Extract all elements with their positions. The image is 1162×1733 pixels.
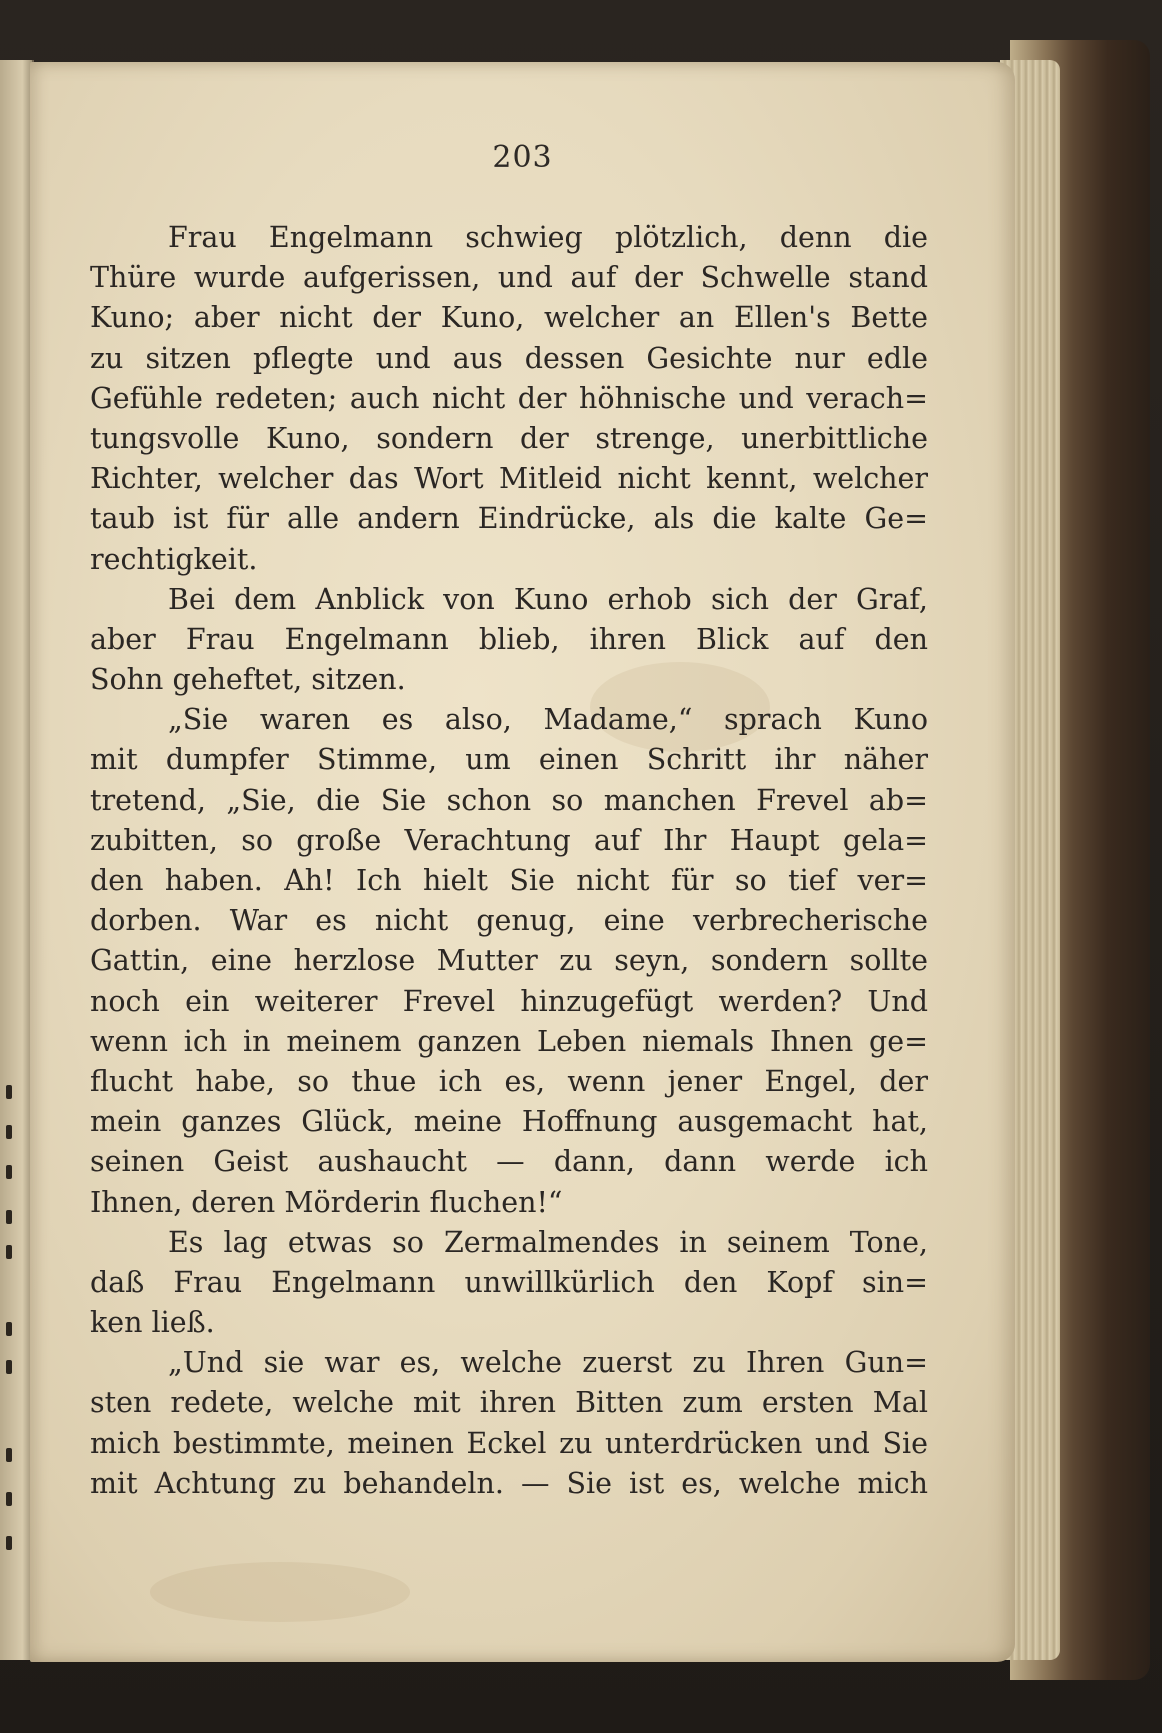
page-number: 203 xyxy=(492,140,553,175)
text-line: tretend, „Sie, die Sie schon so manchen Frevel ab= xyxy=(90,783,928,817)
paragraph xyxy=(90,218,928,580)
paragraph xyxy=(90,1343,928,1504)
text-line: mein ganzes Glück, meine Hoffnung ausgemacht hat, xyxy=(90,1105,928,1139)
text-line: Bei dem Anblick von Kuno erhob sich der Graf, xyxy=(168,582,928,616)
text-line: noch ein weiterer Frevel hinzugefügt werden? Und xyxy=(90,984,928,1018)
text-line: Sohn geheftet, sitzen. xyxy=(90,663,406,697)
text-line: Ihnen, deren Mörderin fluchen!“ xyxy=(90,1185,563,1219)
text-line: ken ließ. xyxy=(90,1306,215,1340)
book-page xyxy=(30,62,1015,1662)
text-line: daß Frau Engelmann unwillkürlich den Kopf sin= xyxy=(90,1265,928,1299)
text-line: flucht habe, so thue ich es, wenn jener Engel, der xyxy=(90,1064,928,1098)
text-line: Gefühle redeten; auch nicht der höhnische und verach= xyxy=(90,381,928,415)
text-line: zubitten, so große Verachtung auf Ihr Haupt gela= xyxy=(90,823,928,857)
text-line: Richter, welcher das Wort Mitleid nicht kennt, welcher xyxy=(90,462,928,496)
text-line: sten redete, welche mit ihren Bitten zum ersten Mal xyxy=(90,1386,928,1420)
text-line: rechtigkeit. xyxy=(90,542,258,576)
text-line: zu sitzen pflegte und aus dessen Gesichte nur edle xyxy=(90,341,928,375)
text-line: dorben. War es nicht genug, eine verbrecherische xyxy=(90,904,928,938)
paper-stain xyxy=(150,1562,410,1622)
text-line: wenn ich in meinem ganzen Leben niemals Ihnen ge= xyxy=(90,1024,928,1058)
text-line: mich bestimmte, meinen Eckel zu unterdrücken und Sie xyxy=(90,1426,928,1460)
paragraph xyxy=(90,1223,928,1344)
text-line: „Sie waren es also, Madame,“ sprach Kuno xyxy=(168,703,928,737)
text-line: Kuno; aber nicht der Kuno, welcher an Ellen's Bette xyxy=(90,301,928,335)
text-line: den haben. Ah! Ich hielt Sie nicht für so tief ver= xyxy=(90,864,928,897)
text-line: aber Frau Engelmann blieb, ihren Blick auf den xyxy=(90,622,928,656)
text-line: Gattin, eine herzlose Mutter zu seyn, sondern sollte xyxy=(90,944,928,978)
text-line: Es lag etwas so Zermalmendes in seinem Tone, xyxy=(168,1225,928,1259)
paragraph xyxy=(90,580,928,701)
text-line: mit Achtung zu behandeln. — Sie ist es, welche mich xyxy=(90,1466,928,1500)
text-line: tungsvolle Kuno, sondern der strenge, unerbittliche xyxy=(90,421,928,455)
text-line: Thüre wurde aufgerissen, und auf der Schwelle stand xyxy=(90,261,928,295)
text-line: mit dumpfer Stimme, um einen Schritt ihr näher xyxy=(90,743,928,777)
text-line: „Und sie war es, welche zuerst zu Ihren Gun= xyxy=(168,1346,928,1380)
text-line: Frau Engelmann schwieg plötzlich, denn die xyxy=(168,221,928,254)
body-text xyxy=(90,218,928,1504)
left-page-text-remnants xyxy=(2,60,24,1660)
text-line: taub ist für alle andern Eindrücke, als die kalte Ge= xyxy=(90,502,928,536)
left-page-edge xyxy=(0,60,34,1660)
paragraph xyxy=(90,700,928,1222)
text-line: seinen Geist aushaucht — dann, dann werde ich xyxy=(90,1145,928,1179)
